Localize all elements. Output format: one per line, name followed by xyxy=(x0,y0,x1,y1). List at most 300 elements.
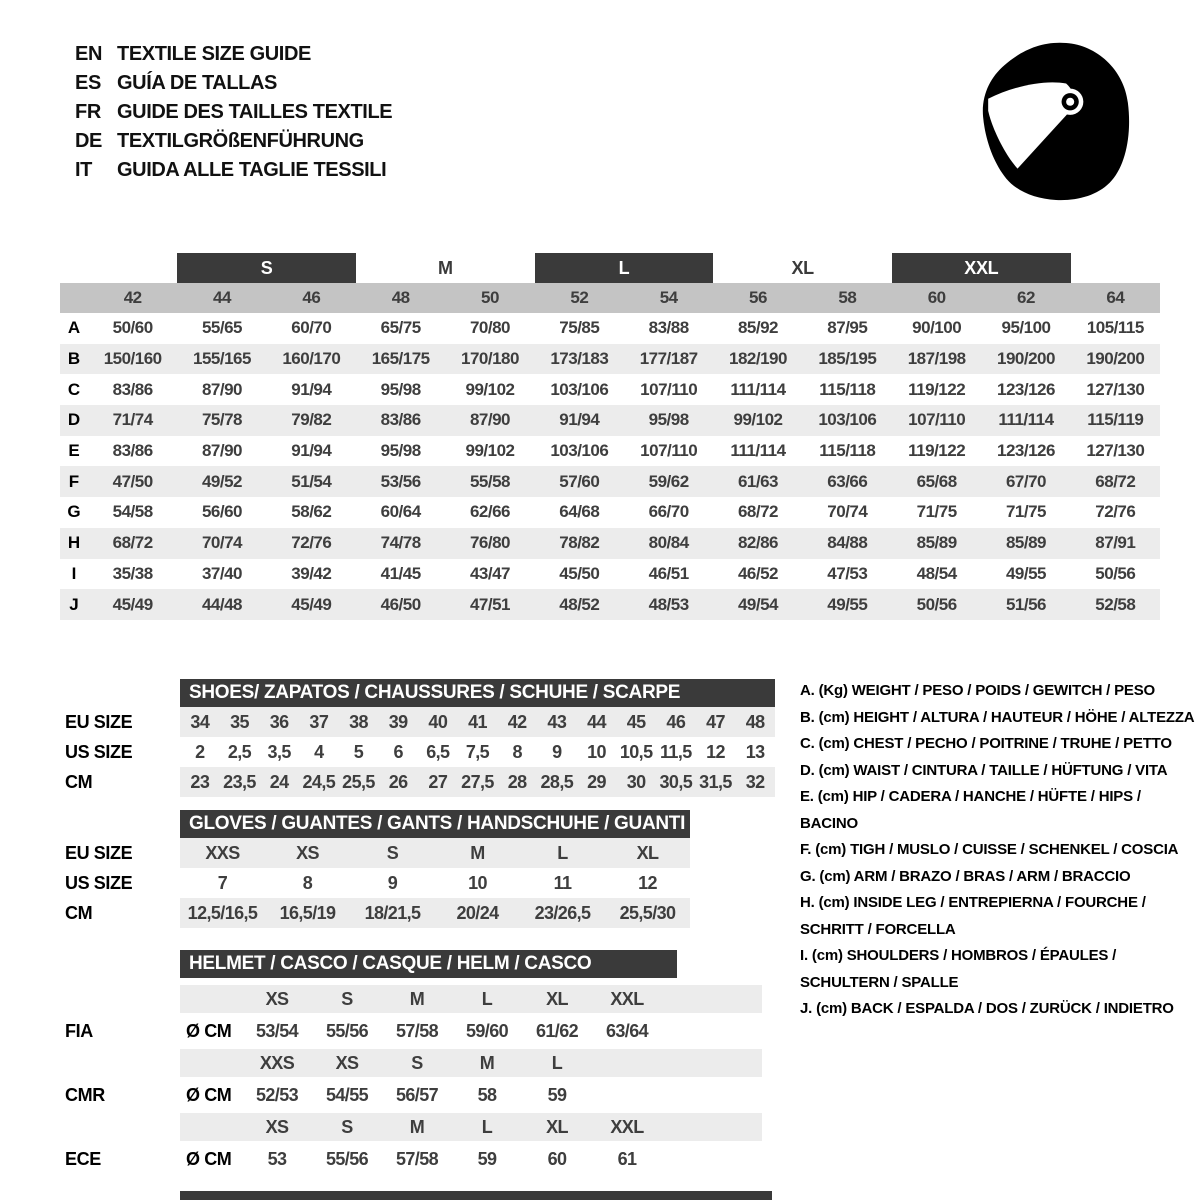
measure-value: 115/118 xyxy=(819,379,876,399)
size-value: 59 xyxy=(547,1084,567,1105)
measure-value: 87/90 xyxy=(201,379,243,399)
language-title: GUIDA ALLE TAGLIE TESSILI xyxy=(117,159,387,181)
row-label xyxy=(65,1049,180,1077)
measure-value: 60/70 xyxy=(291,318,332,338)
legend-item: I. (cm) SHOULDERS / HOMBROS / ÉPAULES / SCHULTERN / SPALLE xyxy=(800,947,1117,991)
shoes-title: SHOES/ ZAPATOS / CHAUSSURES / SCHUHE / SCARPE xyxy=(180,679,775,707)
size-number: 54 xyxy=(659,288,678,307)
size-value: 13 xyxy=(745,741,765,762)
shoes-row xyxy=(65,767,777,797)
measure-value: 49/52 xyxy=(201,471,243,491)
measure-value: 48/52 xyxy=(559,594,600,614)
size-value: XXS xyxy=(205,842,240,863)
measure-row-c xyxy=(60,374,1160,405)
measure-value: 111/114 xyxy=(730,379,786,399)
measure-value: 107/110 xyxy=(640,379,698,399)
measure-letter: J xyxy=(69,594,79,614)
measure-value: 99/102 xyxy=(465,379,515,399)
shoes-size-table xyxy=(65,679,777,797)
size-value: M xyxy=(409,1116,425,1137)
size-value: 44 xyxy=(587,711,606,732)
measure-letter: A xyxy=(67,318,81,338)
legend-item: F. (cm) TIGH / MUSLO / CUISSE / SCHENKEL / COSCIA xyxy=(800,841,1179,858)
size-value: 61 xyxy=(617,1148,637,1169)
size-number: 52 xyxy=(570,288,589,307)
measure-value: 76/80 xyxy=(469,533,511,553)
measure-value: 155/165 xyxy=(193,349,251,369)
language-row xyxy=(75,156,392,185)
row-label: ECE xyxy=(65,1148,101,1169)
size-value: M xyxy=(409,988,425,1009)
size-value: XL xyxy=(546,1116,568,1137)
helmet-row xyxy=(65,1113,762,1141)
measure-value: 160/170 xyxy=(282,349,341,369)
measure-value: 56/60 xyxy=(201,502,243,522)
row-values xyxy=(180,737,775,767)
measure-value: 60/64 xyxy=(380,502,421,522)
measure-value: 48/53 xyxy=(648,594,689,614)
measure-value: 107/110 xyxy=(640,441,698,461)
measure-value: 37/40 xyxy=(201,563,243,583)
measure-value: 85/92 xyxy=(737,318,779,338)
measure-value: 71/74 xyxy=(112,410,153,430)
measure-value: 173/183 xyxy=(550,349,609,369)
measure-row-j xyxy=(60,589,1160,620)
measure-letter: B xyxy=(67,349,81,369)
size-value: 30,5 xyxy=(659,771,693,792)
measure-value: 83/86 xyxy=(380,410,421,430)
row-label: EU SIZE xyxy=(65,711,133,732)
size-value: 10 xyxy=(468,872,487,893)
measure-value: 78/82 xyxy=(559,533,600,553)
size-value: 5 xyxy=(353,741,364,762)
measure-value: 65/68 xyxy=(916,471,957,491)
measure-value: 127/130 xyxy=(1086,379,1145,399)
measure-value: 51/56 xyxy=(1005,594,1047,614)
size-value: 61/62 xyxy=(535,1020,579,1041)
size-value: 35 xyxy=(230,711,249,732)
textile-size-table xyxy=(60,253,1160,620)
measure-value: 103/106 xyxy=(818,410,877,430)
size-value: L xyxy=(481,988,493,1009)
size-value: 41 xyxy=(468,711,487,732)
measure-value: 71/75 xyxy=(916,502,957,522)
measure-row-b xyxy=(60,344,1160,375)
size-number: 42 xyxy=(123,288,142,307)
legend-item: C. (cm) CHEST / PECHO / POITRINE / TRUHE / PETTO xyxy=(800,735,1172,752)
measure-value: 105/115 xyxy=(1086,318,1144,338)
size-value: 58 xyxy=(477,1084,497,1105)
measure-value: 52/58 xyxy=(1095,594,1136,614)
language-title: GUIDE DES TAILLES TEXTILE xyxy=(117,101,393,123)
size-value: XS xyxy=(265,988,289,1009)
size-value: 30 xyxy=(626,771,646,792)
measure-value: 50/56 xyxy=(916,594,957,614)
measure-value: 75/78 xyxy=(201,410,243,430)
measure-value: 123/126 xyxy=(997,441,1055,461)
size-value: 18/21,5 xyxy=(364,902,421,923)
measure-value: 57/60 xyxy=(559,471,600,491)
size-value: 26 xyxy=(388,771,408,792)
size-value: 9 xyxy=(552,741,562,762)
row-label xyxy=(65,1113,180,1141)
size-value: 46 xyxy=(666,711,686,732)
measure-value: 91/94 xyxy=(291,441,332,461)
row-label: US SIZE xyxy=(65,872,133,893)
measure-value: 46/50 xyxy=(380,594,421,614)
measure-value: 74/78 xyxy=(380,533,421,553)
language-row xyxy=(75,98,392,127)
row-label: CM xyxy=(65,902,93,923)
measure-value: 187/198 xyxy=(907,349,966,369)
size-group-header-row xyxy=(60,253,1160,283)
measure-row-g xyxy=(60,497,1160,528)
unit-label: Ø CM xyxy=(186,1084,232,1105)
size-number: 62 xyxy=(1017,288,1035,307)
measure-value: 87/95 xyxy=(827,318,868,338)
size-value: 60 xyxy=(547,1148,567,1169)
measure-value: 107/110 xyxy=(908,410,966,430)
language-code: ES xyxy=(75,72,101,94)
size-value: 16,5/19 xyxy=(279,902,336,923)
size-value: 40 xyxy=(428,711,448,732)
row-label: US SIZE xyxy=(65,741,133,762)
measure-value: 45/49 xyxy=(291,594,332,614)
size-value: 55/56 xyxy=(325,1020,369,1041)
size-value: 10 xyxy=(587,741,606,762)
measure-letter: F xyxy=(68,471,80,491)
helmet-row xyxy=(65,1141,762,1177)
size-number: 60 xyxy=(927,288,946,307)
gloves-title: GLOVES / GUANTES / GANTS / HANDSCHUHE / GUANTI xyxy=(180,810,690,838)
measure-value: 90/100 xyxy=(912,318,962,338)
measure-value: 80/84 xyxy=(648,533,689,553)
measure-letter: I xyxy=(71,563,77,583)
measure-value: 46/52 xyxy=(737,563,779,583)
size-value: 11,5 xyxy=(660,741,692,762)
measure-value: 68/72 xyxy=(737,502,779,522)
size-value: 2,5 xyxy=(227,741,252,762)
language-title: GUÍA DE TALLAS xyxy=(117,72,277,94)
gloves-row xyxy=(65,868,692,898)
measure-value: 99/102 xyxy=(733,410,783,430)
gloves-row xyxy=(65,838,692,868)
measure-value: 182/190 xyxy=(729,349,787,369)
measure-row-f xyxy=(60,466,1160,497)
measure-value: 62/66 xyxy=(469,502,511,522)
size-value: 12 xyxy=(706,741,725,762)
size-value: S xyxy=(411,1052,423,1073)
size-value: 23,5 xyxy=(223,771,256,792)
size-value: 9 xyxy=(387,872,398,893)
size-value: 29 xyxy=(587,771,606,792)
measure-value: 68/72 xyxy=(112,533,153,553)
measure-value: 111/114 xyxy=(730,441,786,461)
size-value: 11 xyxy=(553,872,572,893)
measure-value: 58/62 xyxy=(291,502,332,522)
row-label: FIA xyxy=(65,1020,93,1041)
row-values xyxy=(180,1113,762,1141)
language-code: FR xyxy=(75,101,101,123)
size-value: S xyxy=(341,1116,353,1137)
measure-value: 95/98 xyxy=(380,441,421,461)
measure-value: 55/58 xyxy=(469,471,511,491)
measure-value: 75/85 xyxy=(559,318,600,338)
size-value: 23 xyxy=(190,771,210,792)
row-label: CM xyxy=(65,771,93,792)
language-title: TEXTILGRÖßENFÜHRUNG xyxy=(117,130,364,152)
measure-value: 95/98 xyxy=(380,379,421,399)
shoes-row xyxy=(65,737,777,767)
size-value: XXL xyxy=(610,1116,644,1137)
row-values xyxy=(180,898,690,928)
measure-value: 46/51 xyxy=(648,563,689,583)
measure-value: 87/90 xyxy=(469,410,511,430)
row-values xyxy=(180,1049,762,1077)
size-value: 53/54 xyxy=(255,1020,299,1041)
measure-value: 41/45 xyxy=(380,563,421,583)
measure-value: 91/94 xyxy=(559,410,600,430)
measure-value: 170/180 xyxy=(461,349,519,369)
measure-value: 47/50 xyxy=(112,471,153,491)
measure-value: 50/60 xyxy=(112,318,153,338)
row-values xyxy=(180,838,690,868)
measure-value: 61/63 xyxy=(737,471,779,491)
size-value: L xyxy=(481,1116,493,1137)
size-value: 6 xyxy=(393,741,403,762)
measure-value: 51/54 xyxy=(291,471,332,491)
size-value: 7 xyxy=(217,872,228,893)
row-values xyxy=(180,1141,762,1177)
legend-item: E. (cm) HIP / CADERA / HANCHE / HÜFTE / HIPS / BACINO xyxy=(800,788,1141,832)
size-value: 6,5 xyxy=(426,741,450,762)
size-value: 59/60 xyxy=(465,1020,509,1041)
measure-value: 115/119 xyxy=(1087,410,1144,430)
measure-value: 190/200 xyxy=(997,349,1055,369)
size-number: 46 xyxy=(302,288,321,307)
size-number: 58 xyxy=(838,288,857,307)
measure-value: 68/72 xyxy=(1095,471,1136,491)
measure-value: 55/65 xyxy=(201,318,243,338)
language-row xyxy=(75,127,392,156)
row-values xyxy=(180,1077,762,1113)
measure-letter: C xyxy=(67,379,81,399)
measure-value: 70/74 xyxy=(827,502,868,522)
helmet-row xyxy=(65,1013,762,1049)
measure-value: 66/70 xyxy=(648,502,689,522)
size-value: 54/55 xyxy=(325,1084,369,1105)
size-value: 4 xyxy=(314,741,324,762)
measure-value: 67/70 xyxy=(1005,471,1047,491)
size-value: 12 xyxy=(638,872,657,893)
size-value: XS xyxy=(335,1052,359,1073)
measure-value: 54/58 xyxy=(112,502,153,522)
row-values xyxy=(180,868,690,898)
shoes-row xyxy=(65,707,777,737)
measure-value: 190/200 xyxy=(1086,349,1145,369)
size-value: 23/26,5 xyxy=(534,902,591,923)
measure-value: 111/114 xyxy=(998,410,1054,430)
language-title: TEXTILE SIZE GUIDE xyxy=(117,43,311,65)
measure-row-d xyxy=(60,405,1160,436)
size-value: 12,5/16,5 xyxy=(187,902,258,923)
language-row xyxy=(75,69,392,98)
measure-value: 49/55 xyxy=(1005,563,1047,583)
row-values xyxy=(180,707,775,737)
measure-value: 123/126 xyxy=(997,379,1055,399)
measure-value: 83/88 xyxy=(648,318,689,338)
size-value: 47 xyxy=(706,711,725,732)
size-value: L xyxy=(557,842,568,863)
measure-value: 47/51 xyxy=(469,594,511,614)
measure-value: 83/86 xyxy=(112,379,153,399)
size-number: 64 xyxy=(1106,288,1125,307)
size-value: L xyxy=(551,1052,563,1073)
measure-letter: G xyxy=(67,502,81,522)
measure-value: 127/130 xyxy=(1086,441,1145,461)
measure-value: 87/91 xyxy=(1095,533,1136,553)
size-value: 52/53 xyxy=(255,1084,299,1105)
measure-value: 99/102 xyxy=(465,441,515,461)
size-number: 44 xyxy=(213,288,231,307)
measure-value: 95/100 xyxy=(1001,318,1051,338)
row-label xyxy=(65,985,180,1013)
language-title-list xyxy=(75,40,392,185)
measure-value: 91/94 xyxy=(291,379,332,399)
size-value: XXL xyxy=(610,988,644,1009)
measure-value: 63/66 xyxy=(827,471,868,491)
measure-value: 65/75 xyxy=(380,318,421,338)
size-value: XS xyxy=(265,1116,289,1137)
measure-row-a xyxy=(60,313,1160,344)
measure-value: 119/122 xyxy=(908,379,966,399)
measure-value: 85/89 xyxy=(916,533,957,553)
legend-item: D. (cm) WAIST / CINTURA / TAILLE / HÜFTUNG / VITA xyxy=(800,761,1168,779)
measure-value: 103/106 xyxy=(550,379,609,399)
measure-letter: D xyxy=(67,410,81,430)
size-value: 8 xyxy=(512,741,522,762)
row-label: EU SIZE xyxy=(65,842,133,863)
measurement-legend xyxy=(800,678,1200,1023)
size-value: 39 xyxy=(388,711,408,732)
size-value: 37 xyxy=(309,711,329,732)
measure-value: 83/86 xyxy=(112,441,153,461)
measure-letter: E xyxy=(68,441,80,461)
size-value: 2 xyxy=(195,741,205,762)
size-value: 8 xyxy=(302,872,313,893)
row-values xyxy=(180,767,775,797)
size-value: 48 xyxy=(745,711,765,732)
size-value: S xyxy=(386,842,399,863)
racing-helmet-icon xyxy=(980,40,1132,204)
size-value: 27,5 xyxy=(461,771,494,792)
size-value: M xyxy=(470,842,485,863)
measure-value: 35/38 xyxy=(112,563,153,583)
size-value: S xyxy=(341,988,353,1009)
size-value: 63/64 xyxy=(605,1020,649,1041)
measure-value: 64/68 xyxy=(559,502,600,522)
measure-value: 119/122 xyxy=(908,441,966,461)
size-value: 57/58 xyxy=(395,1148,439,1169)
size-value: 27 xyxy=(428,771,448,792)
helmet-row xyxy=(65,1049,762,1077)
language-code: IT xyxy=(75,159,92,181)
row-values xyxy=(180,985,762,1013)
measure-value: 95/98 xyxy=(648,410,689,430)
unit-label: Ø CM xyxy=(186,1148,232,1169)
measure-value: 84/88 xyxy=(827,533,868,553)
gloves-row xyxy=(65,898,692,928)
measure-value: 165/175 xyxy=(371,349,430,369)
measure-value: 85/89 xyxy=(1005,533,1047,553)
measure-value: 70/74 xyxy=(201,533,243,553)
measure-value: 44/48 xyxy=(201,594,243,614)
measure-value: 72/76 xyxy=(291,533,332,553)
size-value: 43 xyxy=(547,711,567,732)
measure-row-e xyxy=(60,436,1160,467)
legend-item: G. (cm) ARM / BRAZO / BRAS / ARM / BRACCIO xyxy=(800,867,1131,885)
size-value: 24 xyxy=(269,771,289,792)
size-value: 3,5 xyxy=(267,741,291,762)
measure-value: 43/47 xyxy=(469,563,511,583)
size-value: 7,5 xyxy=(465,741,490,762)
size-value: 36 xyxy=(269,711,289,732)
size-value: 56/57 xyxy=(395,1084,439,1105)
size-value: 34 xyxy=(190,711,210,732)
size-value: XL xyxy=(636,842,659,863)
size-value: 53 xyxy=(267,1148,287,1169)
measure-value: 39/42 xyxy=(291,563,332,583)
size-group-xxl: XXL xyxy=(892,253,1071,283)
size-value: 24,5 xyxy=(302,771,336,792)
measure-letter: H xyxy=(67,533,81,553)
legend-item: H. (cm) INSIDE LEG / ENTREPIERNA / FOURCHE / SCHRITT / FORCELLA xyxy=(800,894,1146,938)
size-group-m: M xyxy=(437,257,453,278)
size-value: 32 xyxy=(745,771,765,792)
size-value: 25,5/30 xyxy=(619,902,676,923)
language-code: DE xyxy=(75,130,102,152)
size-value: XXS xyxy=(259,1052,295,1073)
helmet-size-table xyxy=(65,950,762,1177)
measure-row-h xyxy=(60,528,1160,559)
size-number: 56 xyxy=(749,288,767,307)
gloves-size-table xyxy=(65,810,692,928)
size-value: 20/24 xyxy=(456,902,499,923)
size-value: 57/58 xyxy=(395,1020,439,1041)
size-value: 10,5 xyxy=(619,741,653,762)
row-values xyxy=(180,1013,762,1049)
measure-value: 45/49 xyxy=(112,594,153,614)
helmet-title: HELMET / CASCO / CASQUE / HELM / CASCO xyxy=(180,950,677,978)
measure-value: 59/62 xyxy=(648,471,689,491)
legend-item: J. (cm) BACK / ESPALDA / DOS / ZURÜCK / INDIETRO xyxy=(800,1000,1174,1017)
size-value: XS xyxy=(296,842,319,863)
size-value: XL xyxy=(546,988,568,1009)
size-number: 50 xyxy=(481,288,499,307)
legend-item: A. (Kg) WEIGHT / PESO / POIDS / GEWITCH / PESO xyxy=(800,682,1155,699)
measure-value: 49/55 xyxy=(827,594,868,614)
size-group-l: L xyxy=(535,253,714,283)
size-number: 48 xyxy=(391,288,410,307)
measure-value: 71/75 xyxy=(1005,502,1047,522)
size-value: 25,5 xyxy=(342,771,375,792)
measure-value: 87/90 xyxy=(201,441,243,461)
measure-value: 72/76 xyxy=(1095,502,1136,522)
size-value: 45 xyxy=(626,711,646,732)
measure-value: 49/54 xyxy=(737,594,779,614)
measure-value: 177/187 xyxy=(639,349,698,369)
size-number-row xyxy=(60,283,1160,313)
